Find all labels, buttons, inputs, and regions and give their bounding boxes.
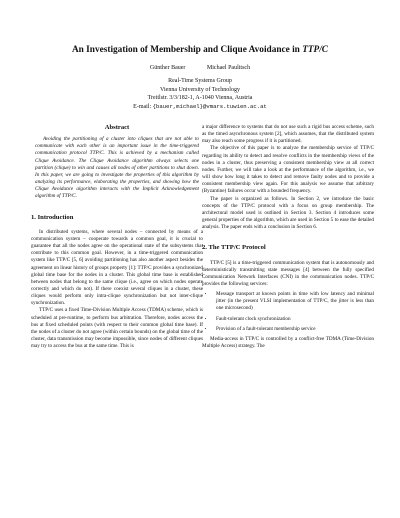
section-1-heading: 1. Introduction [31, 213, 74, 221]
affiliation-line-3: Treitlstr. 3/3/182-1, A-1040 Vienna, Austria [147, 95, 253, 102]
intro-paragraph-continued: a major difference to systems that do not use such a rigid bus access scheme, such as the timed asynchronous system [2], which assumes, that the distributed system may also reach some progress if it is partitioned. [202, 124, 374, 145]
intro-paragraph-1: In distributed systems, where several nodes – connected by means of a communication system – cooperate towards a common goal, it is crucial to guarantee that all the nodes agree on the operational state of the subsystems that contribute to this common goal. However, in a time-triggered communication system like TTP/C [5, 6] avoiding partitioning has also another aspect besides the agreement on linear history of groups property [1]: TTP/C provides a synchronized global time base for the nodes in a cluster. This global time base is established between nodes that belong to the same clique (i.e., agree on which nodes operate correctly and which do not). If there coexist several cliques in a cluster, these cliques would perform only intra-clique synchronization but not inter-clique synchronization. [31, 228, 203, 307]
intro-paragraph-organization: The paper is organized as follows. In Section 2, we introduce the basic concepts of the TTP/C protocol with a focus on group membership. The architectural model used is outlined in Section 3. Section 4 introduces some general properties of the algorithm, which are used in Section 5 to ease the detailed analysis. The paper ends with a conclusion in Section 6. [202, 195, 374, 231]
affiliation [0, 77, 400, 111]
services-list [202, 291, 374, 333]
service-item-3: • Provision of a fault-tolerant membership service [214, 326, 374, 333]
intro-paragraph-2: TTP/C uses a fixed Time-Division Multiple Access (TDMA) scheme, which is scheduled at pre-runtime, to perform bus arbitration. Therefore, nodes access the bus at fixed scheduled points (with respect to their common global time base). If the nodes of a cluster do not agree (within certain bounds) on the global time of the cluster, data transmission may become impossible, since nodes of different cliques may try to access the bus at the same time. This is [31, 307, 203, 350]
abstract-heading: Abstract [104, 124, 130, 131]
email-address: {bauer,michael}@vmars.tuwien.ac.at [152, 102, 267, 110]
right-column [202, 124, 374, 350]
affiliation-line-2: Vienna University of Technology [160, 86, 240, 93]
title-emphasis: TTP/C [302, 45, 329, 55]
intro-paragraph-objective: The objective of this paper is to analyze the membership service of TTP/C regarding its ability to detect and resolve conflicts in the membership views of the nodes in a cluster, thus preserving a consistent membership view at all correct nodes. Further, we will take a look at the performance of the algorithm, i.e., we will show how long it takes to detect and remove faulty nodes and to provide a consistent membership view again. For this analysis we assume that arbitrary (Byzantine) failures occur with a bounded frequency. [202, 145, 374, 195]
author-1: Günther Bauer [149, 65, 186, 71]
email-line [0, 103, 400, 112]
abstract-text: Avoiding the partitioning of a cluster into cliques that are not able to communicate with each other is an important issue in the time-triggered communication protocol TTP/C. This is achieved by a mechanism called Clique Avoidance. The Clique Avoidance algorithm always selects one partition (clique) to win and causes all nodes of other partitions to shut down. In this paper, we are going to investigate the properties of this algorithm by analyzing its performance, elaborating the properties, and showing how the Clique Avoidance algorithm interacts with the Implicit Acknowledgement algorithm of TTP/C. [35, 136, 199, 200]
email-label: E-mail: [133, 103, 153, 110]
service-item-2: • Fault-tolerant clock synchronization [214, 316, 374, 323]
authors [0, 65, 400, 71]
section-2-paragraph-2: Media-access in TTP/C is controlled by a conflict-free TDMA (Time-Division Multiple Access) strategy. The [202, 335, 374, 350]
author-2: Michael Paulitsch [206, 65, 251, 71]
section-2-paragraph-1: TTP/C [5] is a time-triggered communication system that is autonomously and deterministically transmitting state messages [4] between the fully specified Communication Network Interfaces (CNI) in the communication nodes. TTP/C provides the following services: [202, 259, 374, 287]
left-column [31, 124, 203, 350]
affiliation-line-1: Real-Time Systems Group [168, 78, 232, 84]
paper-title: An Investigation of Membership and Clique Avoidance in TTP/C [71, 45, 329, 55]
section-2-heading: 2. The TTP/C Protocol [202, 244, 266, 252]
service-item-1: • Message transport at known points in time with low latency and minimal jitter (in the present VLSI implementation of TTP/C, the jitter is less than one microsecond) [214, 291, 374, 312]
